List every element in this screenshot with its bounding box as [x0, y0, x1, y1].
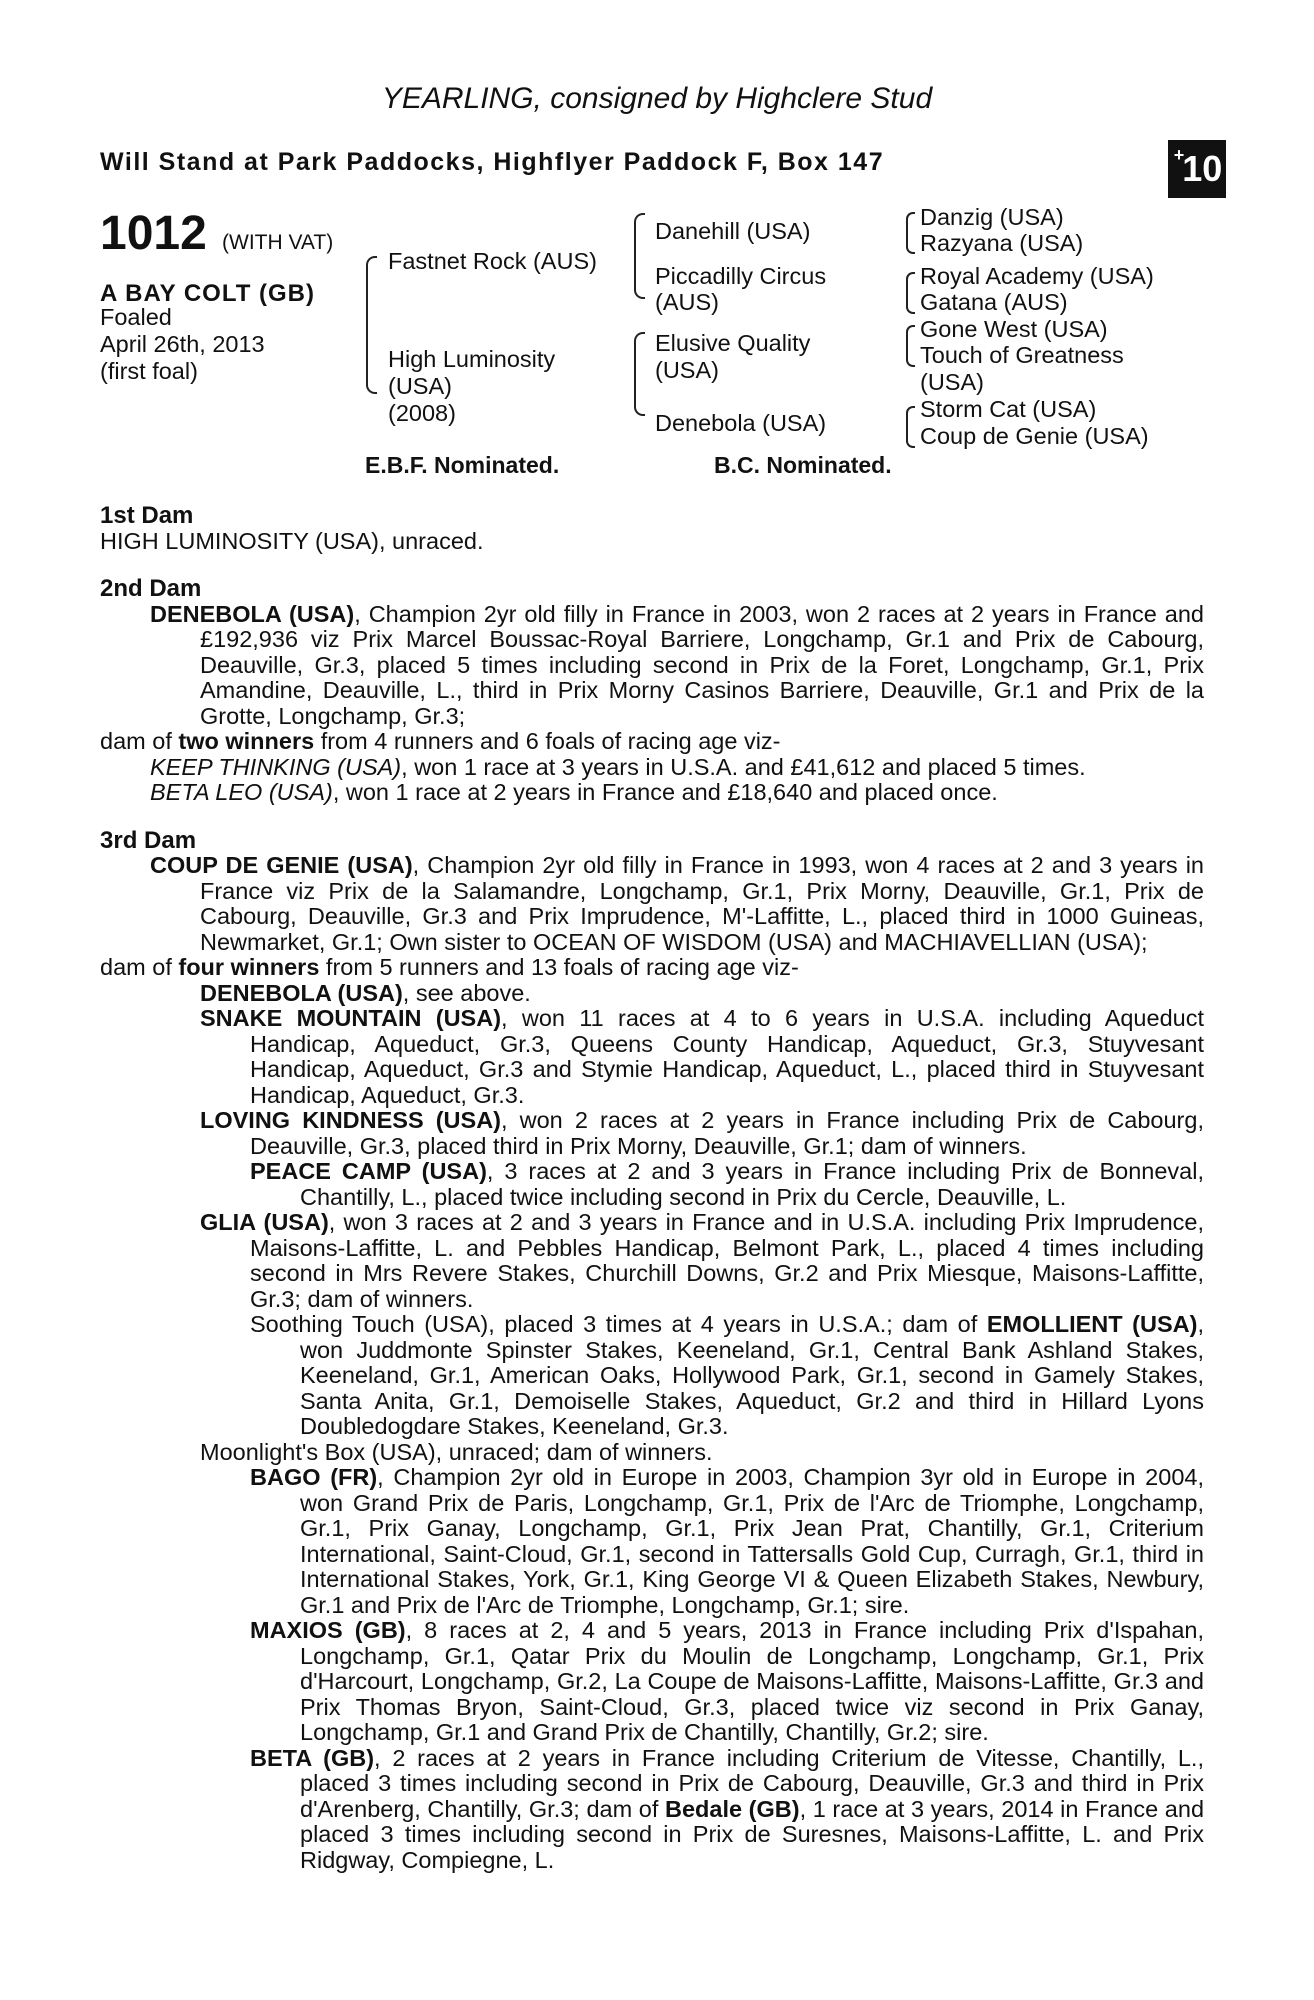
grandproduce-item [100, 1159, 1204, 1210]
bracket-col3-3 [906, 325, 915, 367]
dam2-record [100, 602, 1204, 730]
ped-sire-sire: Danehill (USA) [655, 218, 811, 244]
dam3-dam-of-pre: dam of [100, 954, 179, 980]
ped-sire: Fastnet Rock (AUS) [388, 248, 597, 274]
bracket-col2-top [634, 213, 645, 299]
produce-text: , won 3 races at 2 and 3 years in France and in U.S.A. including Prix Imprudence, Maisons-Laffitte, L. and Pebbles Handicap, Belmont Park, L., placed 4 times including second in Mrs Revere Stakes, Churchill Downs, Gr.2 and Prix Miesque, Maisons-Laffitte, Gr.3; dam of winners. [250, 1209, 1204, 1312]
ped-ddd: Coup de Genie (USA) [920, 423, 1149, 449]
ped-dsd-line2: (USA) [920, 369, 984, 395]
grandproduce-item [100, 1618, 1204, 1746]
ped-dam-line1: High Luminosity [388, 346, 556, 372]
produce-text: , won 1 race at 3 years in U.S.A. and £41,612 and placed 5 times. [401, 753, 1086, 780]
produce-name: Bedale (GB) [665, 1795, 800, 1822]
produce-name: KEEP THINKING (USA) [150, 753, 402, 780]
produce-text: , 2 races at 2 years in France including Criterium de Vitesse, Chantilly, L., placed 3 times including second in Prix de Cabourg, Deauville, Gr.3 and third in Prix d'Arenberg, Chantilly, Gr.3; dam of [300, 1744, 1204, 1822]
stand-location: Will Stand at Park Paddocks, Highflyer Paddock F, Box 147 [100, 148, 885, 176]
dam3-dam-of [100, 955, 1204, 981]
dam1-text: HIGH LUMINOSITY (USA), unraced. [100, 527, 484, 554]
produce-item [100, 981, 1204, 1007]
ped-dam-sire-line1: Elusive Quality [655, 330, 811, 356]
bracket-col2-bottom [634, 332, 645, 416]
bracket-col3-1 [906, 212, 915, 254]
header-title: YEARLING, consigned by Highclere Stud [381, 82, 933, 115]
ped-dsd-line1: Touch of Greatness [920, 342, 1124, 368]
dam2-dam-of-count: two winners [178, 728, 315, 754]
produce-name: BAGO (FR) [250, 1464, 378, 1490]
badge-plus: + [1173, 145, 1185, 165]
produce-text: , won Juddmonte Spinster Stakes, Keeneland, Gr.1, Central Bank Ashland Stakes, Keeneland, Gr.1, American Oaks, Hollywood Park, Gr.1, second in Gamely Stakes, Santa Anita, Gr.1, Demoiselle Stakes, Aqueduct, Gr.2 and third in Hillard Lyons Doubledogdare Stakes, Keeneland, Gr.3. [300, 1311, 1204, 1439]
dam2-dam-of-pre: dam of [100, 728, 179, 754]
produce-name: SNAKE MOUNTAIN (USA) [200, 1005, 502, 1031]
dam3-dam-of-post: from 5 runners and 13 foals of racing age viz- [319, 954, 799, 980]
produce-name: GLIA (USA) [200, 1209, 329, 1235]
ped-sire-dam-line1: Piccadilly Circus [655, 263, 827, 289]
dam2-dam-of-post: from 4 runners and 6 foals of racing age viz- [314, 728, 781, 754]
dam3-record [100, 853, 1204, 955]
foaled-label: Foaled [100, 304, 172, 330]
produce-name: EMOLLIENT (USA) [986, 1311, 1198, 1337]
produce-text: , 8 races at 2, 4 and 5 years, 2013 in France including Prix d'Ispahan, Longchamp, Gr.1, Qatar Prix du Moulin de Longchamp, Longchamp, Gr.1, Prix d'Harcourt, Longchamp, Gr.2, La Coupe de Maisons-Laffitte, Maisons-Laffitte, Gr.3 and Prix Thomas Bryon, Saint-Cloud, Gr.3, placed twice viz second in Prix Ganay, Longchamp, Gr.1 and Grand Prix de Chantilly, Chantilly, Gr.2; sire. [300, 1617, 1204, 1745]
produce-text: , won 2 races at 2 years in France including Prix de Cabourg, Deauville, Gr.3, placed third in Prix Morny, Deauville, Gr.1; dam of winners. [250, 1107, 1204, 1159]
produce-text: , Champion 2yr old in Europe in 2003, Champion 3yr old in Europe in 2004, won Grand Prix de Paris, Longchamp, Gr.1, Prix de l'Arc de Triomphe, Longchamp, Gr.1, Prix Ganay, Longchamp, Gr.1, Prix Jean Prat, Chantilly, Gr.1, Criterium International, Saint-Cloud, Gr.1, second in Tattersalls Gold Cup, Curragh, Gr.1, third in International Stakes, York, Gr.1, King George VI & Queen Elizabeth Stakes, Newbury, Gr.1 and Prix de l'Arc de Triomphe, Longchamp, Gr.1; sire. [300, 1464, 1204, 1618]
ped-dss: Gone West (USA) [920, 316, 1108, 342]
ebf-nominated: E.B.F. Nominated. [365, 452, 560, 478]
produce-text: , 1 race at 3 years, 2014 in France and placed 3 times including second in Prix de Suresnes, Maisons-Laffitte, L. and Prix Ridgway, Compiegne, L. [300, 1795, 1205, 1873]
bracket-col1 [366, 256, 377, 394]
dam3-name: COUP DE GENIE (USA) [150, 852, 413, 878]
lot-description: A BAY COLT (GB) [100, 280, 316, 307]
produce-text: Soothing Touch (USA), placed 3 times at 4 years in U.S.A.; dam of [250, 1311, 987, 1337]
produce-name: DENEBOLA (USA) [200, 979, 403, 1006]
produce-item [100, 1108, 1204, 1159]
dam2-name: DENEBOLA (USA) [150, 600, 355, 627]
dam3-heading: 3rd Dam [100, 826, 197, 854]
lot-number: 1012 [100, 207, 207, 260]
produce-item [100, 1440, 1204, 1466]
bracket-col3-4 [906, 406, 915, 448]
lot-vat: (WITH VAT) [222, 231, 334, 254]
catalogue-body [100, 503, 1204, 1873]
bracket-col3-2 [906, 272, 915, 314]
ped-dam-dam: Denebola (USA) [655, 410, 827, 436]
produce-text: , won 1 race at 2 years in France and £18,640 and placed once. [332, 779, 998, 805]
ped-sss: Danzig (USA) [920, 204, 1064, 230]
dam2-record-text: , Champion 2yr old filly in France in 2003, won 2 races at 2 years in France and £192,936 viz Prix Marcel Boussac-Royal Barriere, Longchamp, Gr.1 and Prix de Cabourg, Deauville, Gr.3, placed 5 times including second in Prix de la Foret, Longchamp, Gr.1, Prix Amandine, Deauville, L., third in Prix Morny Casinos Barriere, Deauville, Gr.1 and Prix de la Grotte, Longchamp, Gr.3; [200, 600, 1204, 729]
badge-number: 10 [1182, 148, 1223, 189]
produce-name: PEACE CAMP (USA) [250, 1158, 487, 1184]
lot-badge [1168, 140, 1226, 198]
grandproduce-item [100, 1465, 1204, 1618]
produce-text: Moonlight's Box (USA), unraced; dam of winners. [200, 1438, 713, 1465]
produce-name: BETA (GB) [250, 1744, 375, 1771]
dam2-dam-of [100, 729, 1204, 755]
produce-name: BETA LEO (USA) [150, 779, 333, 805]
bc-nominated: B.C. Nominated. [714, 452, 892, 478]
ped-dam-year: (2008) [388, 400, 456, 426]
produce-name: MAXIOS (GB) [250, 1617, 406, 1643]
produce-item [100, 755, 1204, 781]
dam2-heading: 2nd Dam [100, 575, 202, 602]
ped-sds: Royal Academy (USA) [920, 263, 1154, 289]
foal-note: (first foal) [100, 358, 198, 384]
produce-item [100, 1210, 1204, 1312]
produce-item [100, 780, 1204, 806]
grandproduce-item [100, 1312, 1204, 1440]
ped-dam-line2: (USA) [388, 373, 452, 399]
ped-sdd: Gatana (AUS) [920, 289, 1068, 315]
produce-item [100, 1006, 1204, 1108]
produce-text: , won 11 races at 4 to 6 years in U.S.A. including Aqueduct Handicap, Aqueduct, Gr.3, Queens County Handicap, Aqueduct, Gr.3, Stuyvesant Handicap, Aqueduct, Gr.3 and Stymie Handicap, Aqueduct, L., placed third in Stuyvesant Handicap, Aqueduct, Gr.3. [250, 1005, 1204, 1108]
grandproduce-item [100, 1746, 1204, 1874]
produce-text: , 3 races at 2 and 3 years in France including Prix de Bonneval, Chantilly, L., placed twice including second in Prix du Cercle, Deauville, L. [300, 1158, 1204, 1210]
produce-name: LOVING KINDNESS (USA) [200, 1107, 501, 1133]
ped-dds: Storm Cat (USA) [920, 396, 1097, 422]
dam3-record-text: , Champion 2yr old filly in France in 1993, won 4 races at 2 and 3 years in France viz Prix de la Salamandre, Longchamp, Gr.1, Prix Morny, Deauville, Gr.1, Prix de Cabourg, Deauville, Gr.3 and Prix Imprudence, M'-Laffitte, L., placed third in 1000 Guineas, Newmarket, Gr.1; Own sister to OCEAN OF WISDOM (USA) and MACHIAVELLIAN (USA); [200, 852, 1204, 955]
ped-sire-dam-line2: (AUS) [655, 289, 719, 315]
ped-dam-sire-line2: (USA) [655, 357, 719, 383]
foaled-date: April 26th, 2013 [100, 331, 265, 357]
produce-text: , see above. [402, 979, 531, 1006]
ped-ssd: Razyana (USA) [920, 230, 1084, 256]
dam3-dam-of-count: four winners [178, 954, 320, 980]
dam1-heading: 1st Dam [100, 502, 194, 529]
